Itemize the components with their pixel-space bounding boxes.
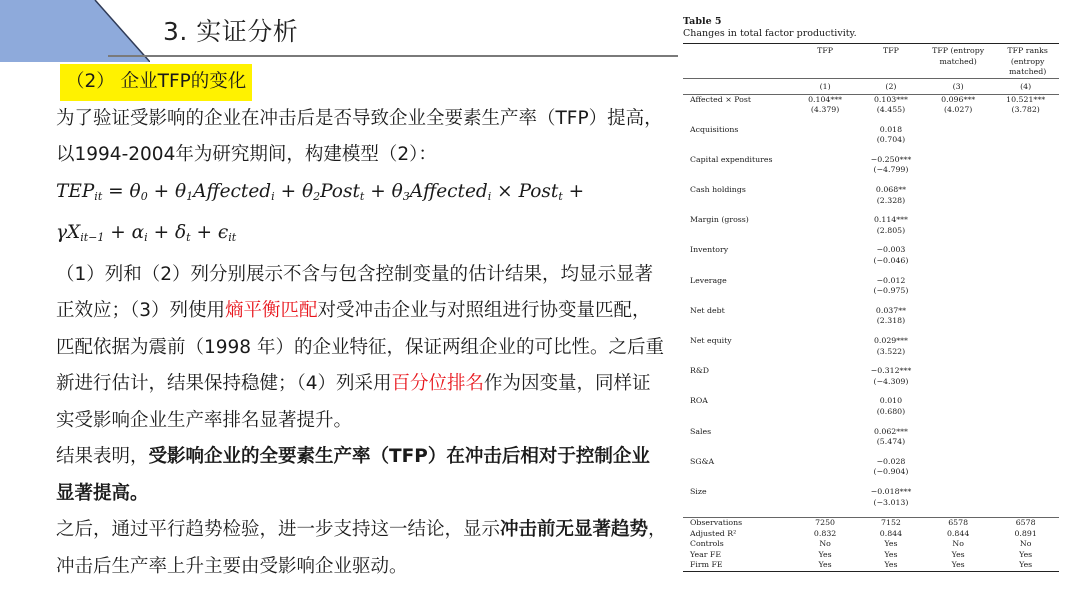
stats-cell: Yes	[884, 539, 898, 549]
tstat-cell	[792, 135, 858, 146]
tstat-cell	[792, 437, 858, 448]
row-spacer	[683, 146, 1059, 155]
table-row-tstat	[683, 407, 1059, 418]
stats-cell: Yes	[884, 560, 898, 570]
tstat-cell	[992, 407, 1059, 418]
coefficient-cell	[792, 427, 858, 438]
coefficient-cell	[992, 276, 1059, 287]
coefficient-cell	[792, 396, 858, 407]
column-header: TFP ranks (entropy matched)	[1007, 46, 1048, 76]
coefficient-cell	[792, 457, 858, 468]
row-label-empty	[683, 196, 792, 207]
tstat-cell	[792, 316, 858, 327]
coefficient-cell: −0.018***	[870, 486, 912, 496]
column-header: TFP (entropy matched)	[932, 46, 985, 66]
stats-cell: 6578	[1015, 518, 1036, 528]
row-label: R&D	[690, 366, 710, 376]
coefficient-cell	[924, 245, 992, 256]
tstat-cell	[924, 286, 992, 297]
row-label-empty	[683, 226, 792, 237]
tstat-cell	[924, 407, 992, 418]
row-spacer	[683, 478, 1059, 487]
row-spacer	[683, 116, 1059, 125]
stats-cell: 7152	[881, 518, 901, 528]
coefficient-cell	[924, 457, 992, 468]
equation-line-2: $\gamma X_{it-1} + \alpha_i + \delta_t + \epsilon_{it}$	[56, 222, 237, 244]
stats-cell: 0.844	[946, 528, 970, 538]
stats-row	[683, 539, 1059, 550]
table-row	[683, 276, 1059, 287]
table-row-tstat	[683, 286, 1059, 297]
table-row	[683, 94, 1059, 105]
coefficient-cell	[992, 155, 1059, 166]
table-row	[683, 125, 1059, 136]
coefficient-cell: −0.028	[876, 456, 906, 466]
coefficient-cell: 10.521***	[1006, 94, 1046, 104]
coefficient-cell	[792, 155, 858, 166]
stats-cell: No	[952, 539, 964, 549]
paragraph-3	[56, 439, 668, 512]
tstat-cell: (−0.904)	[873, 467, 909, 477]
coefficient-cell	[992, 215, 1059, 226]
tstat-cell	[924, 226, 992, 237]
row-label-empty	[683, 256, 792, 267]
tstat-cell: (4.379)	[810, 105, 840, 115]
slide-body	[56, 64, 668, 585]
header-decoration	[0, 0, 150, 62]
tstat-cell	[924, 347, 992, 358]
tstat-cell: (−0.046)	[873, 256, 909, 266]
stats-label: Controls	[690, 539, 724, 549]
stats-label: Adjusted R²	[690, 528, 737, 538]
tstat-cell: (2.805)	[876, 225, 906, 235]
row-label: Capital expenditures	[690, 154, 773, 164]
coefficient-cell	[792, 125, 858, 136]
column-header: TFP	[883, 46, 899, 55]
tstat-cell: (5.474)	[876, 437, 906, 447]
stats-row	[683, 518, 1059, 529]
coefficient-cell: −0.003	[876, 245, 906, 255]
row-label: Inventory	[690, 245, 729, 255]
tstat-cell	[792, 256, 858, 267]
coefficient-cell	[792, 366, 858, 377]
tstat-cell: (3.522)	[876, 346, 906, 356]
tstat-cell	[792, 165, 858, 176]
row-label: Size	[690, 486, 707, 496]
stats-cell: Yes	[818, 560, 832, 570]
row-label: Cash holdings	[690, 185, 746, 195]
coefficient-cell	[992, 487, 1059, 498]
coefficient-cell	[992, 457, 1059, 468]
row-label: Acquisitions	[690, 124, 739, 134]
table-row	[683, 396, 1059, 407]
table-row	[683, 155, 1059, 166]
stats-cell: Yes	[884, 549, 898, 559]
tstat-cell	[992, 196, 1059, 207]
row-label: Margin (gross)	[690, 215, 749, 225]
table-row-tstat	[683, 377, 1059, 388]
regression-table	[683, 16, 1059, 572]
table-row-tstat	[683, 196, 1059, 207]
slide-title: 3. 实证分析	[163, 17, 299, 46]
coefficient-cell: 0.037**	[875, 305, 907, 315]
coefficient-cell	[792, 306, 858, 317]
stats-row	[683, 529, 1059, 540]
coefficient-cell	[924, 427, 992, 438]
coefficient-cell	[792, 487, 858, 498]
paragraph-4-text-b: ，冲击后生产率上升主要由受影响企业驱动。	[56, 519, 667, 577]
row-label-empty	[683, 286, 792, 297]
coefficient-cell: 0.103***	[873, 94, 908, 104]
stats-label: Firm FE	[690, 560, 723, 570]
row-label: SG&A	[690, 456, 715, 466]
coefficient-cell: 0.068**	[875, 185, 907, 195]
stats-cell: 0.832	[813, 528, 837, 538]
tstat-cell	[792, 347, 858, 358]
row-spacer	[683, 508, 1059, 518]
table-row-tstat	[683, 256, 1059, 267]
table-row-tstat	[683, 135, 1059, 146]
row-label-empty	[683, 437, 792, 448]
tstat-cell	[924, 165, 992, 176]
row-spacer	[683, 357, 1059, 366]
stats-cell: Yes	[951, 560, 965, 570]
coefficient-cell: 0.062***	[873, 426, 908, 436]
row-label-empty	[683, 407, 792, 418]
tstat-cell	[792, 196, 858, 207]
tstat-cell: (−3.013)	[873, 497, 909, 507]
header-empty	[683, 44, 792, 79]
paragraph-1: 为了验证受影响的企业在冲击后是否导致企业全要素生产率（TFP）提高，以1994-2004年为研究期间，构建模型（2）：	[56, 107, 663, 165]
tstat-cell	[924, 498, 992, 509]
table-row-tstat	[683, 498, 1059, 509]
stats-cell: Yes	[818, 549, 832, 559]
row-spacer	[683, 387, 1059, 396]
coefficient-cell	[992, 336, 1059, 347]
tstat-cell: (2.328)	[876, 195, 906, 205]
row-label: Leverage	[690, 275, 727, 285]
coefficient-cell	[924, 125, 992, 136]
coefficient-cell	[924, 155, 992, 166]
coefficient-cell	[992, 427, 1059, 438]
tstat-cell	[992, 467, 1059, 478]
column-number: (2)	[885, 81, 897, 91]
coefficient-cell	[792, 245, 858, 256]
tstat-cell: (4.027)	[943, 105, 973, 115]
table-row	[683, 366, 1059, 377]
tstat-cell	[992, 226, 1059, 237]
stats-cell: No	[1019, 539, 1032, 549]
tstat-cell	[992, 135, 1059, 146]
coefficient-cell	[924, 336, 992, 347]
row-spacer	[683, 176, 1059, 185]
table-row	[683, 427, 1059, 438]
coefficient-cell	[924, 396, 992, 407]
coefficient-cell	[792, 185, 858, 196]
coefficient-cell	[992, 306, 1059, 317]
table-row-tstat	[683, 437, 1059, 448]
tstat-cell: (−0.975)	[873, 286, 909, 296]
coefficient-cell: 0.029***	[873, 336, 908, 345]
tstat-cell	[924, 437, 992, 448]
paragraph-2-text-b: 对受冲击企业与对照组进行协变量匹配，匹配依据为震前（1998 年）的企业特征，保证两组企业的可比性。之后重新进行估计，结果保持稳健；（4）列采用	[56, 300, 664, 394]
coefficient-cell	[992, 185, 1059, 196]
coefficient-cell	[992, 125, 1059, 136]
tstat-cell: (0.680)	[876, 406, 906, 416]
tstat-cell: (0.704)	[876, 135, 906, 145]
table-row	[683, 487, 1059, 498]
coefficient-cell: 0.114***	[873, 215, 908, 225]
stats-cell: Yes	[951, 549, 965, 559]
tstat-cell	[992, 286, 1059, 297]
tstat-cell	[792, 407, 858, 418]
table-row-tstat	[683, 316, 1059, 327]
table-row	[683, 336, 1059, 347]
stats-row	[683, 560, 1059, 571]
coefficient-cell	[792, 215, 858, 226]
row-label-empty	[683, 105, 792, 116]
row-label-empty	[683, 467, 792, 478]
row-spacer	[683, 327, 1059, 336]
table-row	[683, 306, 1059, 317]
stats-cell: 0.844	[879, 528, 903, 538]
tstat-cell	[992, 437, 1059, 448]
row-label: Net debt	[690, 305, 725, 315]
tstat-cell	[924, 467, 992, 478]
coefficient-cell: −0.250***	[870, 154, 912, 164]
tstat-cell: (2.318)	[876, 316, 906, 326]
entropy-balance-term: 熵平衡匹配	[225, 300, 318, 321]
coefficient-cell: 0.104***	[808, 94, 843, 104]
tstat-cell	[924, 256, 992, 267]
coefficient-cell	[792, 336, 858, 347]
tstat-cell	[792, 467, 858, 478]
row-spacer	[683, 297, 1059, 306]
tstat-cell	[992, 316, 1059, 327]
row-label: Sales	[690, 426, 712, 436]
coefficient-cell	[792, 276, 858, 287]
coefficient-cell	[924, 185, 992, 196]
stats-label: Year FE	[690, 549, 722, 559]
stats-row	[683, 550, 1059, 561]
stats-cell: Yes	[1019, 549, 1033, 559]
row-label-empty	[683, 377, 792, 388]
coefficient-cell	[992, 366, 1059, 377]
table-row	[683, 457, 1059, 468]
stats-cell: 7250	[815, 518, 835, 528]
coefficient-cell: 0.010	[879, 396, 903, 406]
table-subtitle: Changes in total factor productivity.	[683, 28, 857, 39]
row-label: Net equity	[690, 336, 732, 345]
table-row-tstat	[683, 226, 1059, 237]
paragraph-4-text-a: 之后，通过平行趋势检验，进一步支持这一结论，显示	[56, 519, 501, 540]
tstat-cell	[792, 286, 858, 297]
column-number: (1)	[819, 81, 831, 91]
row-label-empty	[683, 347, 792, 358]
percentile-rank-term: 百分位排名	[391, 373, 485, 394]
subheading: （2） 企业TFP的变化	[60, 64, 252, 101]
tstat-cell: (−4.309)	[873, 376, 909, 386]
table-caption: Table 5	[683, 16, 722, 27]
stats-cell: 0.891	[1014, 528, 1037, 538]
paragraph-4-bold: 冲击前无显著趋势	[500, 519, 649, 540]
table-row-tstat	[683, 165, 1059, 176]
tstat-cell	[792, 498, 858, 509]
row-label-empty	[683, 165, 792, 176]
row-label-empty	[683, 498, 792, 509]
row-spacer	[683, 267, 1059, 276]
coefficient-cell	[924, 276, 992, 287]
row-label: ROA	[690, 396, 708, 406]
coefficient-cell	[924, 487, 992, 498]
row-label-empty	[683, 135, 792, 146]
table-row	[683, 245, 1059, 256]
column-header: TFP	[817, 46, 834, 55]
row-spacer	[683, 236, 1059, 245]
coefficient-cell	[924, 306, 992, 317]
coefficient-cell	[992, 245, 1059, 256]
paragraph-3-bold: 受影响企业的全要素生产率（TFP）在冲击后相对于控制企业显著提高。	[56, 446, 650, 504]
paragraph-3-text: 结果表明，	[56, 446, 149, 467]
tstat-cell	[992, 498, 1059, 509]
coefficient-cell: −0.312***	[870, 366, 912, 376]
tstat-cell	[924, 135, 992, 146]
table-row	[683, 185, 1059, 196]
row-label-empty	[683, 316, 792, 327]
table-row-tstat	[683, 105, 1059, 116]
tstat-cell	[992, 347, 1059, 358]
tstat-cell	[924, 377, 992, 388]
tstat-cell: (3.782)	[1011, 105, 1040, 115]
tstat-cell: (−4.799)	[873, 165, 909, 175]
row-spacer	[683, 448, 1059, 457]
stats-cell: Yes	[1019, 560, 1033, 570]
tstat-cell	[992, 256, 1059, 267]
stats-cell: No	[819, 539, 831, 549]
equation-line-1: $TEP_{it} = \theta_0$ + $\theta_1Affected_i$ + $\theta_2Post_t$ + $\theta_3Affected_i$ × Post$_t$ +	[56, 180, 585, 203]
tstat-cell	[924, 316, 992, 327]
tstat-cell	[992, 377, 1059, 388]
coefficient-cell	[924, 366, 992, 377]
paragraph-2	[56, 257, 668, 440]
paragraph-2-text-a: （1）列和（2）列分别展示不含与包含控制变量的估计结果，均显示显著正效应；（3）列使用	[56, 263, 654, 321]
row-spacer	[683, 418, 1059, 427]
coefficient-cell: 0.018	[879, 124, 903, 134]
title-divider	[108, 55, 678, 57]
tstat-cell: (4.455)	[876, 105, 906, 115]
paragraph-4	[56, 512, 668, 585]
stats-label: Observations	[690, 518, 743, 528]
tstat-cell	[924, 196, 992, 207]
coefficient-cell: 0.096***	[941, 94, 976, 104]
tstat-cell	[792, 377, 858, 388]
row-label: Affected × Post	[690, 94, 752, 104]
tstat-cell	[792, 226, 858, 237]
table-row	[683, 215, 1059, 226]
column-number: (3)	[952, 81, 964, 91]
tstat-cell	[992, 165, 1059, 176]
column-number: (4)	[1020, 81, 1032, 91]
row-spacer	[683, 206, 1059, 215]
table-row-tstat	[683, 467, 1059, 478]
coefficient-cell: −0.012	[876, 275, 906, 285]
coefficient-cell	[924, 215, 992, 226]
coefficient-cell	[992, 396, 1059, 407]
table-row-tstat	[683, 347, 1059, 358]
paragraph-2-text-c: 作为因变量，同样证实受影响企业生产率排名显著提升。	[56, 373, 651, 431]
stats-cell: 6578	[948, 518, 969, 528]
